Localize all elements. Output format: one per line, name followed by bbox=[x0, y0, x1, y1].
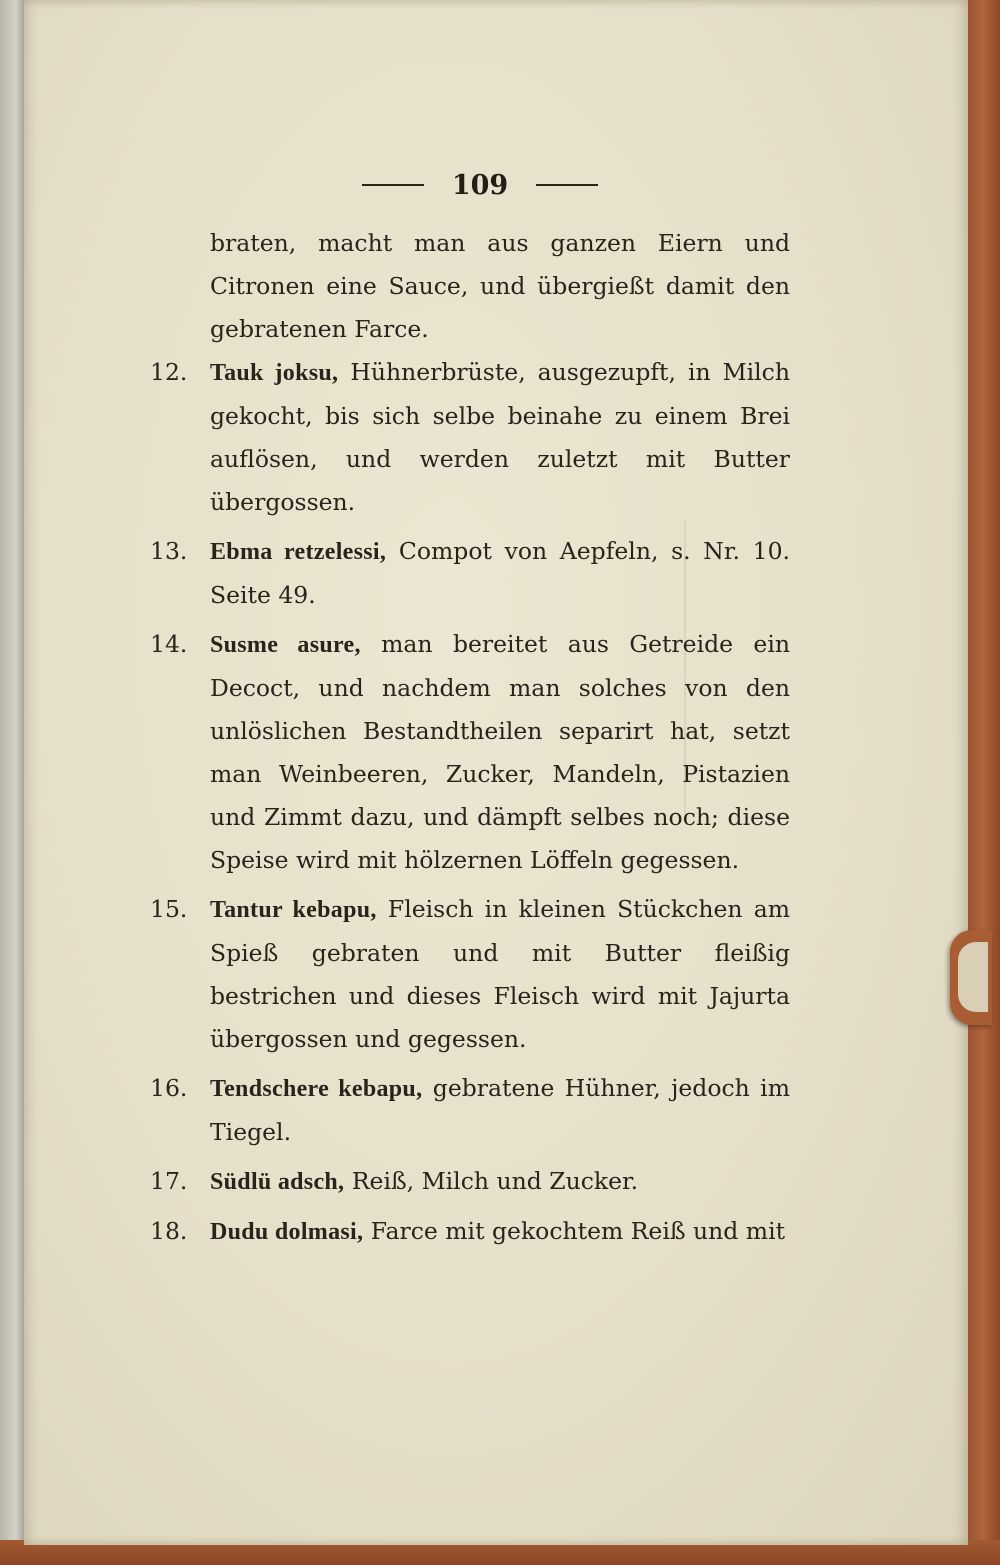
page-header bbox=[330, 168, 630, 202]
entry-body bbox=[210, 530, 790, 617]
entry-text: Farce mit gekochtem Reiß und mit bbox=[370, 1217, 786, 1245]
book-cover-edge bbox=[966, 0, 1000, 1565]
entry-title: Ebma retzelessi, bbox=[210, 539, 387, 565]
entry-text: man bereitet aus Getreide ein Decoct, und nachdem man solches von den unlöslichen Bestandtheilen separirt hat, setzt man Weinbeeren, Zucker, Mandeln, Pistazien und Zimmt dazu, und dämpft selbes noch; diese Speise wird mit hölzernen Löffeln gegessen. bbox=[210, 630, 790, 874]
entry-body bbox=[210, 1067, 790, 1154]
entry-title: Dudu dolmasi, bbox=[210, 1219, 364, 1245]
recipe-entry-16 bbox=[150, 1067, 790, 1154]
entry-number: 12. bbox=[150, 358, 188, 386]
page-body bbox=[150, 222, 790, 1254]
entry-title: Susme asure, bbox=[210, 632, 361, 658]
header-dash-right bbox=[536, 184, 598, 186]
page-tab-marker bbox=[950, 930, 992, 1025]
entry-text: Reiß, Milch und Zucker. bbox=[351, 1167, 639, 1195]
entry-text: Fleisch in kleinen Stückchen am Spieß gebraten und mit Butter fleißig bestrichen und dieses Fleisch wird mit Jajurta übergossen und gegessen. bbox=[210, 895, 790, 1053]
recipe-entry-18 bbox=[150, 1210, 790, 1254]
entry-body bbox=[210, 351, 790, 524]
entry-number: 17. bbox=[150, 1167, 188, 1195]
entry-body bbox=[210, 623, 790, 882]
entry-text: Compot von Aepfeln, s. Nr. 10. Seite 49. bbox=[210, 537, 790, 609]
entry-number: 15. bbox=[150, 895, 188, 923]
recipe-entry-17 bbox=[150, 1160, 790, 1204]
entry-body bbox=[210, 888, 790, 1061]
entry-number: 13. bbox=[150, 537, 188, 565]
book-binding-left bbox=[0, 0, 26, 1565]
intro-paragraph: braten, macht man aus ganzen Eiern und Citronen eine Sauce, und übergießt damit den gebratenen Farce. bbox=[210, 229, 790, 343]
entry-number: 18. bbox=[150, 1217, 188, 1245]
entry-body bbox=[210, 1160, 790, 1204]
header-dash-left bbox=[362, 184, 424, 186]
entry-title: Südlü adsch, bbox=[210, 1169, 345, 1195]
entry-text: gebratene Hühner, jedoch im Tiegel. bbox=[210, 1074, 790, 1146]
recipe-entry-15 bbox=[150, 888, 790, 1061]
recipe-entry-13 bbox=[150, 530, 790, 617]
entry-text: Hühnerbrüste, ausgezupft, in Milch gekocht, bis sich selbe beinahe zu einem Brei auflösen, und werden zuletzt mit Butter übergossen. bbox=[210, 358, 790, 516]
entry-title: Tantur kebapu, bbox=[210, 897, 377, 923]
entry-number: 14. bbox=[150, 630, 188, 658]
page-number: 109 bbox=[451, 169, 509, 201]
recipe-entry-12 bbox=[150, 351, 790, 524]
recipe-entry-14 bbox=[150, 623, 790, 882]
entry-title: Tauk joksu, bbox=[210, 360, 339, 386]
entry-number: 16. bbox=[150, 1074, 188, 1102]
entry-title: Tendschere kebapu, bbox=[210, 1076, 423, 1102]
entry-body bbox=[210, 1210, 790, 1254]
